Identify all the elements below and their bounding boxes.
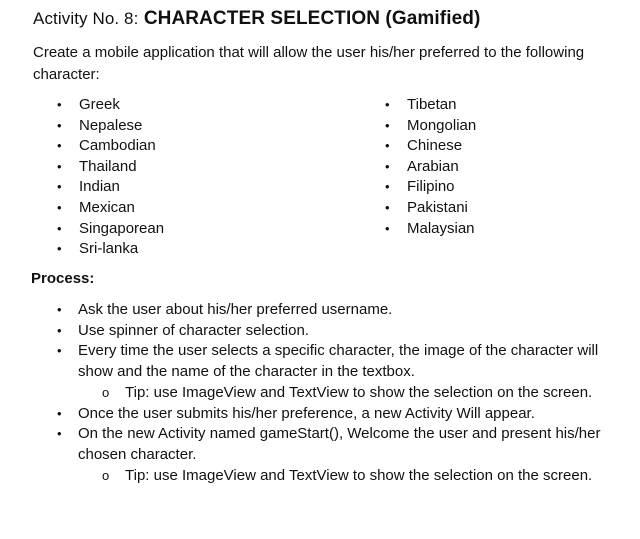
- bullet-icon: •: [385, 117, 390, 133]
- process-step: [57, 300, 627, 321]
- list-item: • Mexican: [57, 198, 164, 219]
- step-text: Once the user submits his/her preference, a new Activity Will appear.: [78, 404, 535, 422]
- list-item: • Mongolian: [385, 116, 476, 137]
- bullet-icon: •: [57, 241, 62, 257]
- list-item: • Singaporean: [57, 219, 164, 240]
- step-text: Use spinner of character selection.: [78, 321, 309, 339]
- bullet-icon: •: [57, 220, 62, 236]
- bullet-icon: •: [57, 117, 62, 133]
- list-item: • Greek: [57, 95, 164, 116]
- bullet-icon: •: [57, 199, 62, 215]
- tip-text: Tip: use ImageView and TextView to show the selection on the screen.: [125, 383, 593, 401]
- activity-title: [33, 8, 480, 30]
- bullet-icon: •: [57, 322, 62, 338]
- list-item: • Arabian: [385, 157, 476, 178]
- step-text: Every time the user selects a specific character, the image of the character will show and the name of the character in the textbox.: [78, 342, 599, 381]
- process-step: [57, 321, 627, 342]
- bullet-icon: •: [57, 405, 62, 421]
- list-item: • Tibetan: [385, 95, 476, 116]
- character-list-left: [57, 95, 164, 260]
- bullet-icon: •: [57, 138, 62, 154]
- bullet-icon: •: [57, 158, 62, 174]
- step-text: On the new Activity named gameStart(), Welcome the user and present his/her chosen character.: [78, 425, 601, 463]
- bullet-icon: •: [385, 97, 390, 112]
- list-item: • Filipino: [385, 177, 476, 198]
- process-tip: [57, 383, 627, 404]
- step-text: Ask the user about his/her preferred username.: [78, 301, 393, 318]
- list-item: • Malaysian: [385, 219, 476, 240]
- list-item: • Cambodian: [57, 136, 164, 157]
- bullet-icon: •: [385, 158, 390, 174]
- hollow-bullet-icon: o: [102, 467, 110, 483]
- tip-text: Tip: use ImageView and TextView to show the selection on the screen.: [125, 466, 593, 484]
- process-heading: Process:: [31, 270, 95, 287]
- process-tip: [57, 466, 627, 487]
- process-step: [57, 404, 627, 425]
- bullet-icon: •: [57, 343, 62, 359]
- bullet-icon: •: [57, 302, 62, 317]
- process-step: [57, 424, 627, 465]
- list-item: • Indian: [57, 177, 164, 198]
- character-list-right: [385, 95, 476, 239]
- bullet-icon: •: [385, 138, 390, 154]
- list-item: • Pakistani: [385, 198, 476, 219]
- process-step: [57, 341, 627, 382]
- list-item: • Thailand: [57, 157, 164, 178]
- bullet-icon: •: [385, 220, 390, 236]
- process-steps: [57, 300, 627, 486]
- list-item: • Nepalese: [57, 116, 164, 137]
- intro-paragraph: Create a mobile application that will allow the user his/her preferred to the following character:: [33, 44, 585, 83]
- bullet-icon: •: [57, 179, 62, 195]
- bullet-icon: •: [385, 199, 390, 215]
- list-item: • Sri-lanka: [57, 239, 164, 260]
- hollow-bullet-icon: o: [102, 384, 110, 400]
- activity-name: CHARACTER SELECTION (Gamified): [143, 8, 481, 29]
- bullet-icon: •: [57, 426, 62, 442]
- activity-number: Activity No. 8:: [33, 9, 139, 28]
- bullet-icon: •: [57, 97, 62, 112]
- list-item: • Chinese: [385, 136, 476, 157]
- bullet-icon: •: [385, 179, 390, 195]
